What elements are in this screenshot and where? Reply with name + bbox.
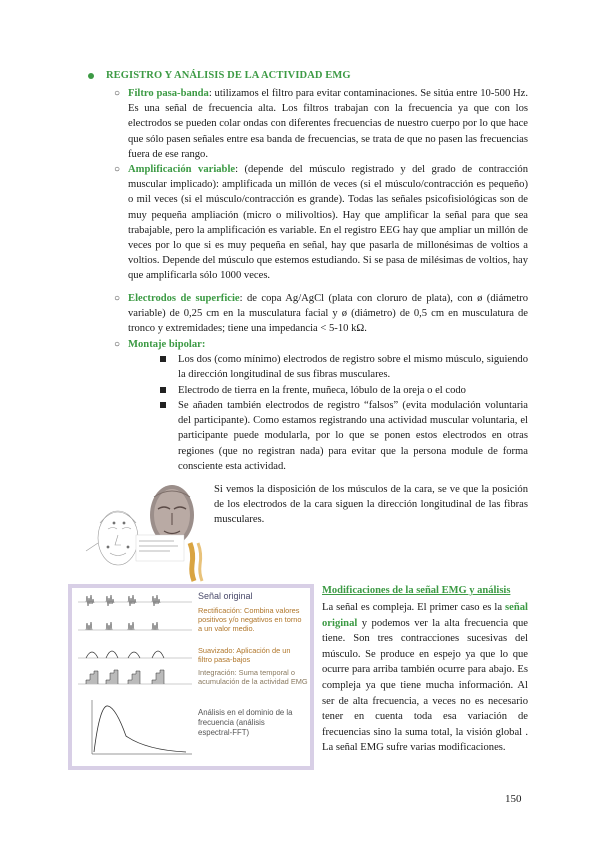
square-bullet-icon [160,387,166,393]
list-item-electrodos: ○ Electrodos de superficie: de copa Ag/AgCl (plata con cloruro de plata), con ø (diámetro variable) de 0,25 cm en la musculatura facial y ø (diámetro) de 0,5 cm en musculatura de tronco y extremidades; tiene una impedancia < 5-10 kΩ. [114,293,528,335]
facial-muscles-figure [78,483,206,583]
square-bullet-icon [160,402,166,408]
figure-label-smoothing: Suavizado: Aplicación de un filtro pasa-bajos [198,646,291,664]
spectrum-plot [92,700,192,754]
circle-bullet-icon: ○ [114,339,121,350]
page-number: 150 [505,793,522,805]
trace-integrated [78,670,192,684]
circle-bullet-icon: ○ [114,293,121,304]
sub-item-3: Se añaden también electrodos de registro “falsos” (evita modulación voluntaria del participante). Como estamos registrando una actividad muscular voluntaria, el participante puede modularla, por lo que se ponen estos electrodos en otras regiones (que no registran nada) para evitar que la persona module de forma consciente esta actividad. [178,398,528,474]
bullet-icon [88,73,94,79]
trace-rectified [78,622,192,630]
circle-bullet-icon: ○ [114,164,121,175]
face-paragraph: Si vemos la disposición de los músculos de la cara, se ve que la posición de los electrodos de la cara siguen la dirección longitudinal de las fibras musculares. [214,484,528,526]
emg-paragraph: La señal es compleja. El primer caso es la señal original y podemos ver la alta frecuencia que tiene. Son tres contracciones sucesivas del músculo. Se produce en espejo ya que lo que ocurre para arriba también ocurre para abajo. Es compleja ya que tiene mucha información. Al ser de alta frecuencia, a veces no es necesario tener en cuenta toda esa variación de frecuencias sino la suma total, la visión global . La señal EMG sufre varias modificaciones. [322,602,528,754]
figure-label-spectrum: Análisis en el dominio de la frecuencia (análisis espectral-FFT) [198,708,293,737]
sub-item-2: Electrodo de tierra en la frente, muñeca, lóbulo de la oreja o el codo [178,383,528,398]
trace-original [78,595,192,606]
emg-heading: Modificaciones de la señal EMG y análisis [322,585,511,596]
figure-title: Señal original [198,591,253,601]
list-item-montaje: ○ Montaje bipolar: [128,337,528,352]
square-bullet-icon [160,356,166,362]
emg-signal-figure [68,584,314,770]
list-item-amplificacion: ○ Amplificación variable: (depende del músculo registrado y del grado de contracción muscular implicado): amplificada un millón de veces (si el músculo/contracción es pequeño) o mil veces (si el músculo/contracción es grande). Todas las señales psicofisiológicas son de muy pequeña ampliación (micro o milivoltios). Hay que amplificar la señal para que sea trabajable, pero la amplificación es variable. En el registro EEG hay que ampliar un millón de veces por lo que si es muy pequeña en señal, hay que pasarla de millonésimas de voltios a voltios. Depende del músculo que estemos estudiando. Si se pasa de milésimas de voltios, hay que amplificarla sólo 1000 veces. [114,164,528,282]
figure-label-rectification: Rectificación: Combina valores positivos y/o negativos en torno a un valor medio. [198,606,302,633]
figure-label-integration: Integración: Suma temporal o acumulación de la actividad EMG [198,668,308,686]
section-heading: REGISTRO Y ANÁLISIS DE LA ACTIVIDAD EMG [88,70,528,81]
sub-item-1: Los dos (como mínimo) electrodos de registro sobre el mismo músculo, siguiendo la dirección longitudinal de sus fibras musculares. [178,352,528,382]
list-item-filtro: ○ Filtro pasa-banda: utilizamos el filtro para evitar contaminaciones. Se sitúa entre 10-500 Hz. Es una señal de frecuencia alta. Los filtros trabajan con la frecuencia ya que con los electrodos se pueden colar ondas con diferentes frecuencias de nuestro cuerpo por lo que hace que sólo pasen señales entre esa banda de frecuencias, se trata de que no pasen las frecuencias fuera de ese rango. [114,88,528,160]
trace-smoothed [78,651,192,658]
circle-bullet-icon: ○ [114,88,121,99]
